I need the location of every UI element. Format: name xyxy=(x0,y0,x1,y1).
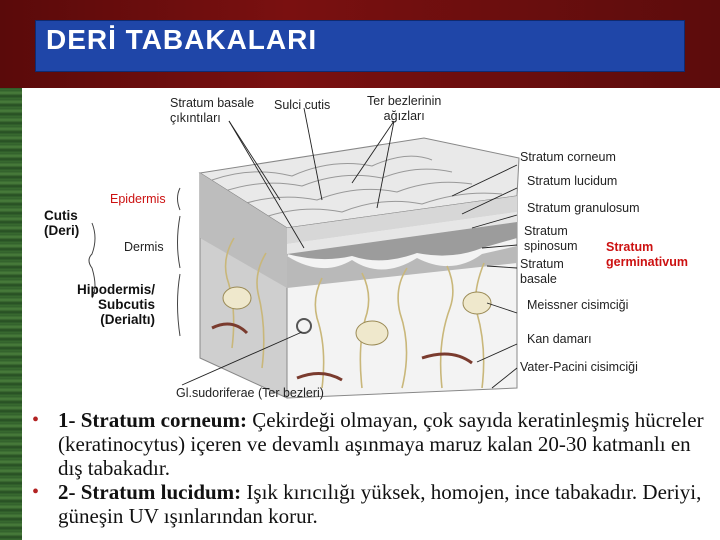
page-title: DERİ TABAKALARI xyxy=(46,24,318,55)
label-vater-pacini: Vater-Pacini cisimciği xyxy=(520,360,638,374)
bullet-icon: • xyxy=(32,409,40,431)
label-epidermis: Epidermis xyxy=(110,192,166,206)
label-stratum-basale-cikintilari: Stratum basale çıkıntıları xyxy=(170,96,255,125)
label-stratum-lucidum: Stratum lucidum xyxy=(527,174,618,188)
label-stratum-corneum: Stratum corneum xyxy=(520,150,616,164)
bullet-item xyxy=(22,480,712,528)
bullet-term: 1- Stratum corneum: xyxy=(58,408,247,432)
bullet-icon: • xyxy=(32,481,40,503)
label-stratum-granulosum: Stratum granulosum xyxy=(527,201,640,215)
label-stratum-basale: Stratum basale xyxy=(520,257,564,286)
label-meissner: Meissner cisimciği xyxy=(527,298,629,312)
skin-diagram xyxy=(22,88,698,406)
label-stratum-spinosum: Stratum spinosum xyxy=(524,224,578,253)
bullet-text: Işık kırıcılığı yüksek, homojen, ince tabakadır. Deriyi, güneşin UV ışınlarından korur. xyxy=(58,480,702,528)
bullet-item xyxy=(22,408,712,480)
label-cutis: Cutis (Deri) xyxy=(44,208,80,238)
label-hipodermis: Hipodermis/ Subcutis (Derialtı) xyxy=(77,282,156,327)
label-sulci-cutis: Sulci cutis xyxy=(274,98,331,112)
bullet-term: 2- Stratum lucidum: xyxy=(58,480,242,504)
label-gl-sudoriferae: Gl.sudoriferae (Ter bezleri) xyxy=(176,386,324,400)
label-ter-bezleri: Ter bezlerinin ağızları xyxy=(367,94,442,123)
bullet-list xyxy=(22,408,712,528)
label-kan-damari: Kan damarı xyxy=(527,332,592,346)
label-stratum-germinativum: Stratum germinativum xyxy=(606,240,688,269)
label-dermis: Dermis xyxy=(124,240,164,254)
bullet-text: Çekirdeği olmayan, çok sayıda keratinleşmiş hücreler (keratinocytus) içeren ve devamlı aşınmaya maruz kalan 20-30 katmanlı en dış tabakadır. xyxy=(58,408,704,480)
